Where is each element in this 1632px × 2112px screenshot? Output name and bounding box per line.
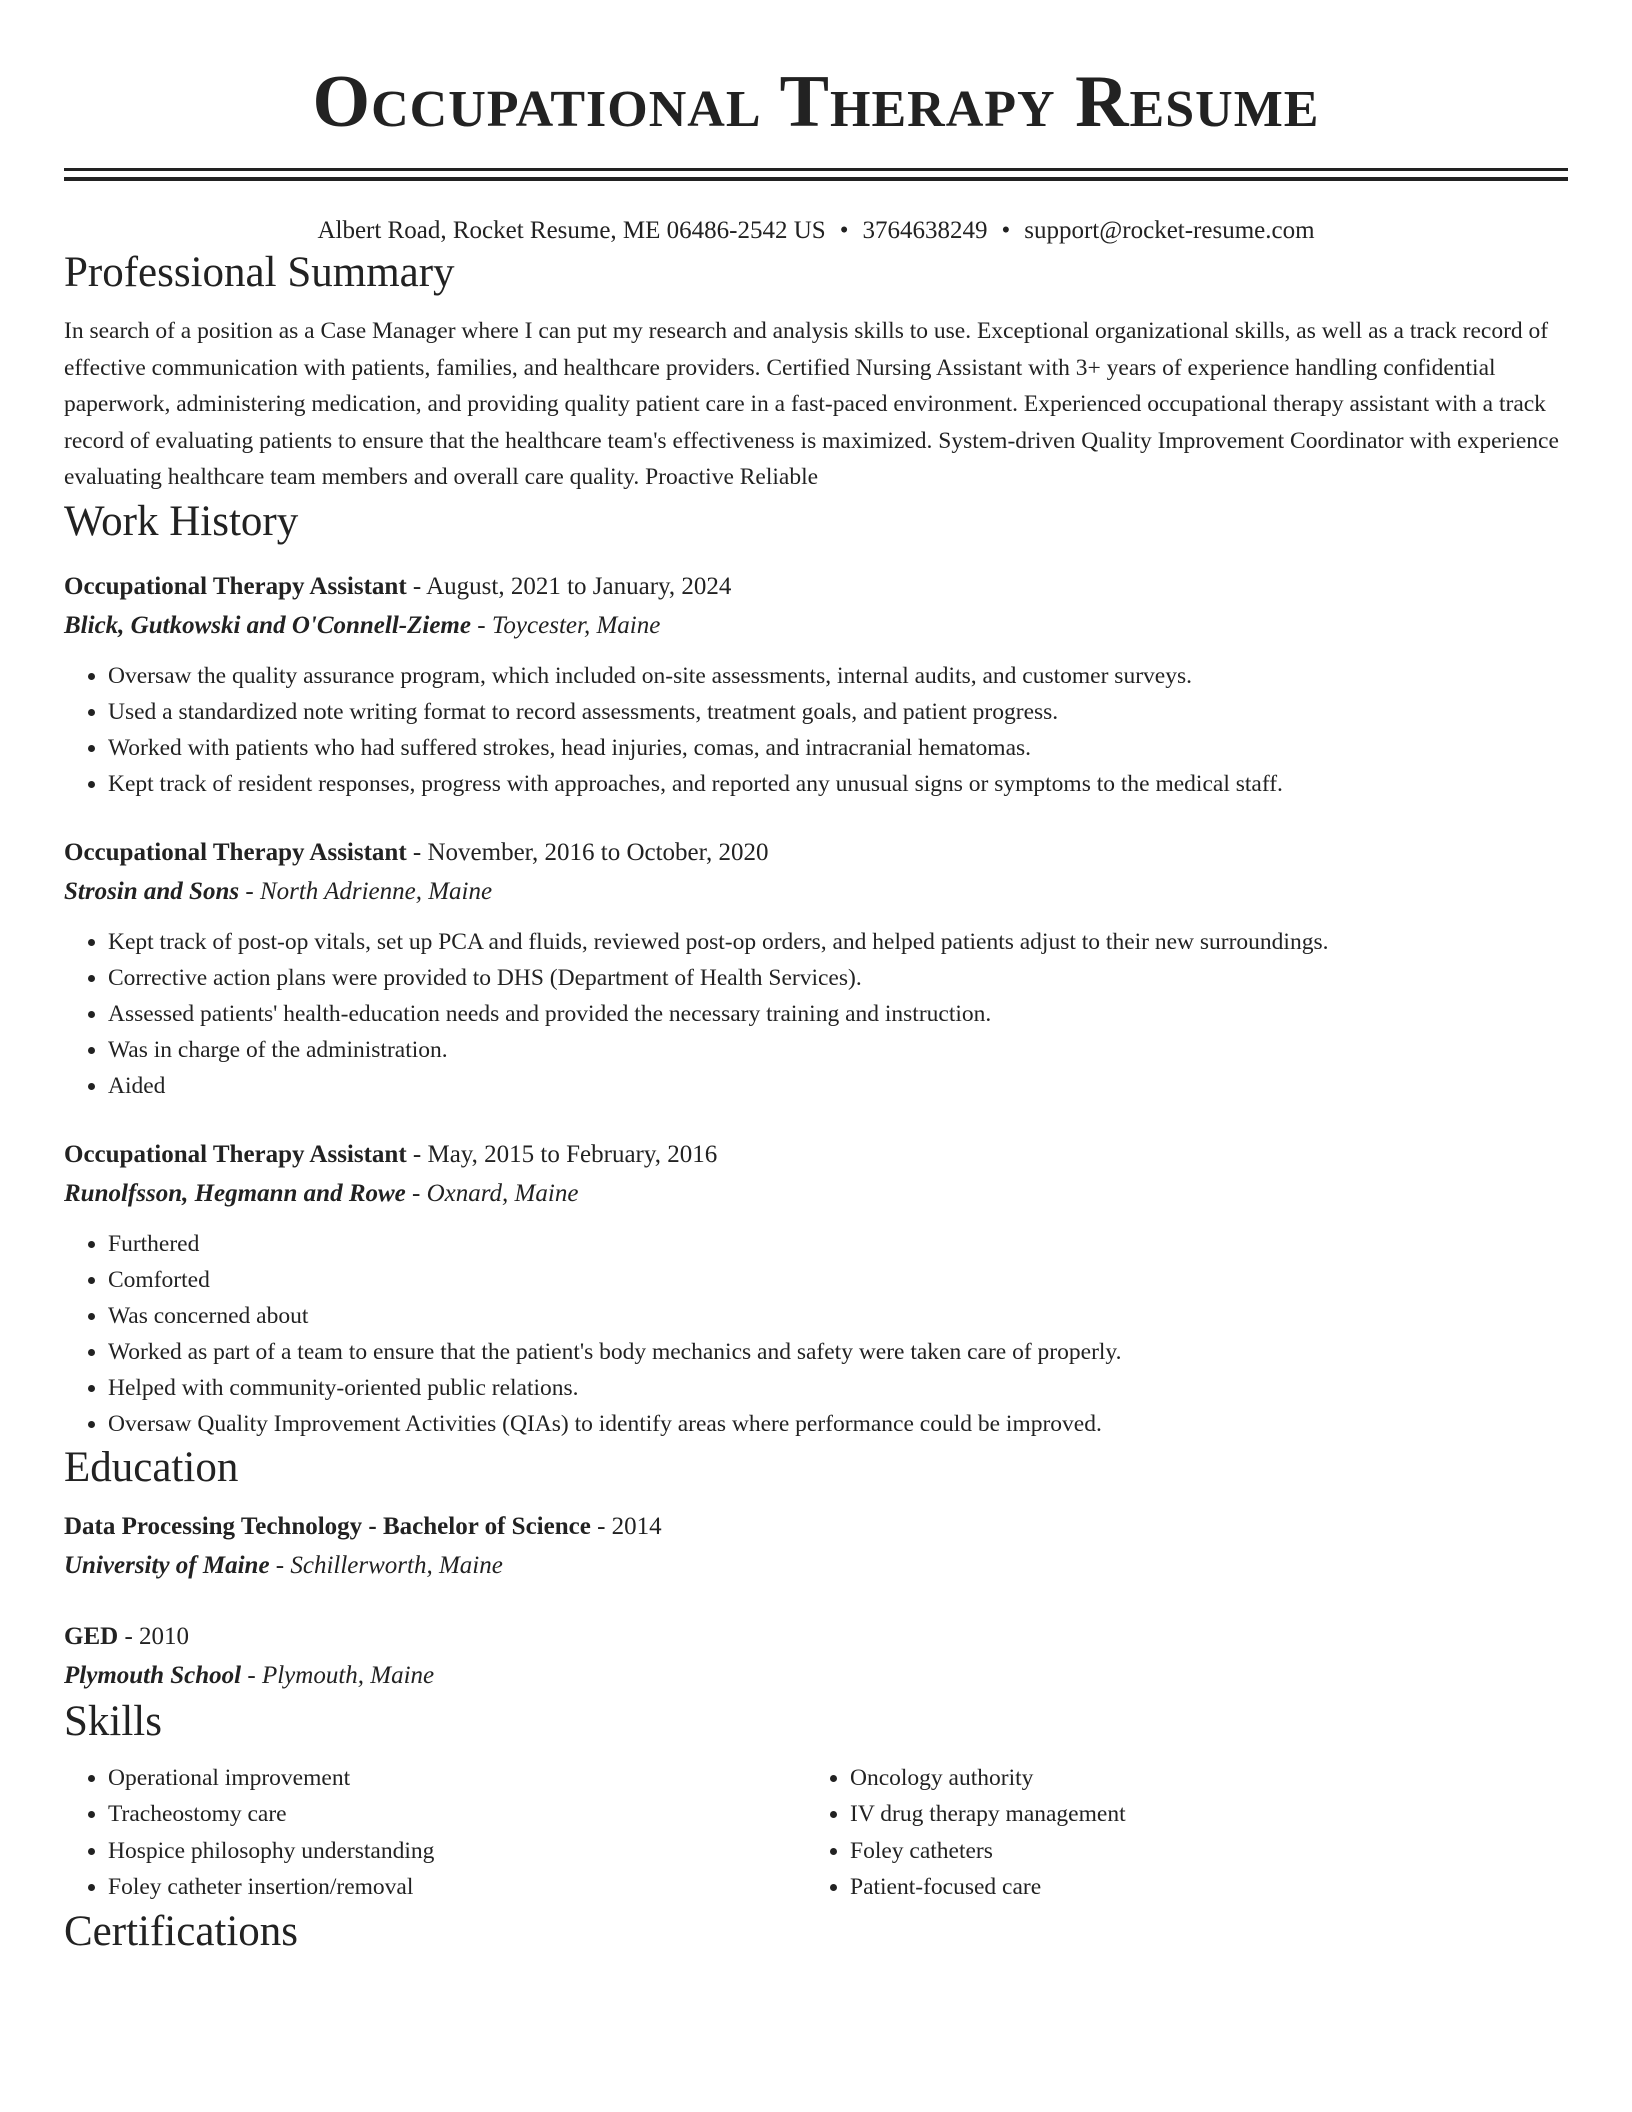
contact-line: [64, 215, 1568, 247]
job-bullet: • Worked with patients who had suffered strokes, head injuries, comas, and intracranial hematomas.: [108, 730, 1568, 766]
job-bullet: • Was in charge of the administration.: [108, 1032, 1568, 1068]
skills-columns: [64, 1760, 1568, 1906]
summary-heading: Professional Summary: [64, 249, 455, 296]
skills-list-right: [806, 1760, 1548, 1906]
company-line: Strosin and Sons - North Adrienne, Maine: [64, 877, 493, 905]
skill-item: • Oncology authority: [850, 1760, 1548, 1797]
school-name: University of Maine: [64, 1551, 270, 1579]
company-line: Runolfsson, Hegmann and Rowe - Oxnard, Maine: [64, 1179, 579, 1207]
job-bullet: • Used a standardized note writing format to record assessments, treatment goals, and patient progress.: [108, 694, 1568, 730]
company-name: Runolfsson, Hegmann and Rowe: [64, 1179, 406, 1207]
job-title-line: Occupational Therapy Assistant - May, 2015 to February, 2016: [64, 1140, 718, 1168]
skills-list-left: [64, 1760, 806, 1906]
contact-address: Albert Road, Rocket Resume, ME 06486-2542 US: [317, 217, 826, 244]
job-dates: November, 2016 to October, 2020: [427, 838, 769, 866]
education-entry: [64, 1508, 1568, 1586]
job-bullet: • Was concerned about: [108, 1298, 1568, 1334]
skill-item: • IV drug therapy management: [850, 1796, 1548, 1833]
company-name: Blick, Gutkowski and O'Connell-Zieme: [64, 611, 471, 639]
job-bullet: • Helped with community-oriented public relations.: [108, 1370, 1568, 1406]
job-bullet: • Worked as part of a team to ensure that the patient's body mechanics and safety were taken care of properly.: [108, 1334, 1568, 1370]
education-entry: [64, 1618, 1568, 1696]
resume-page: [64, 0, 1568, 1958]
skills-heading: Skills: [64, 1697, 162, 1745]
company-location: Toycester, Maine: [491, 611, 661, 639]
job-title: Occupational Therapy Assistant: [64, 1140, 407, 1168]
job-bullet: • Aided: [108, 1068, 1568, 1104]
job-entry: [64, 1136, 1568, 1442]
degree-line: GED - 2010: [64, 1622, 190, 1650]
skill-item: • Tracheostomy care: [108, 1796, 806, 1833]
job-entry: [64, 834, 1568, 1104]
skill-item: • Hospice philosophy understanding: [108, 1833, 806, 1870]
school-line: Plymouth School - Plymouth, Maine: [64, 1661, 435, 1689]
school-name: Plymouth School: [64, 1661, 242, 1689]
company-line: Blick, Gutkowski and O'Connell-Zieme - Toycester, Maine: [64, 611, 661, 639]
job-dates: August, 2021 to January, 2024: [426, 572, 732, 600]
skill-item: • Foley catheters: [850, 1833, 1548, 1870]
education-list: [64, 1508, 1568, 1696]
job-dates: May, 2015 to February, 2016: [427, 1140, 718, 1168]
job-bullet: • Assessed patients' health-education needs and provided the necessary training and instruction.: [108, 996, 1568, 1032]
resume-title: Occupational Therapy Resume: [312, 61, 1320, 143]
job-title: Occupational Therapy Assistant: [64, 838, 407, 866]
skill-item: • Patient-focused care: [850, 1869, 1548, 1906]
job-bullet: • Kept track of post-op vitals, set up PCA and fluids, reviewed post-op orders, and helped patients adjust to their new surroundings.: [108, 924, 1568, 960]
job-title-line: Occupational Therapy Assistant - November, 2016 to October, 2020: [64, 838, 769, 866]
job-title-line: Occupational Therapy Assistant - August, 2021 to January, 2024: [64, 572, 732, 600]
degree-name: GED: [64, 1622, 119, 1650]
degree-name: Data Processing Technology - Bachelor of Science: [64, 1512, 591, 1540]
certifications-heading: Certifications: [64, 1907, 299, 1955]
skill-item: • Foley catheter insertion/removal: [108, 1869, 806, 1906]
job-bullet: • Comforted: [108, 1262, 1568, 1298]
job-bullet: • Oversaw the quality assurance program, which included on-site assessments, internal audits, and customer surveys.: [108, 658, 1568, 694]
job-bullet: • Kept track of resident responses, progress with approaches, and reported any unusual signs or symptoms to the medical staff.: [108, 766, 1568, 802]
job-bullet-list: [64, 1226, 1568, 1442]
title-divider-thin: [64, 177, 1568, 181]
contact-email: support@rocket-resume.com: [1024, 217, 1315, 244]
skill-item: • Operational improvement: [108, 1760, 806, 1797]
contact-separator: •: [1001, 217, 1011, 244]
job-bullet: • Corrective action plans were provided to DHS (Department of Health Services).: [108, 960, 1568, 996]
contact-separator: •: [839, 217, 849, 244]
title-divider-thick: [64, 168, 1568, 171]
school-location: Plymouth, Maine: [261, 1661, 435, 1689]
company-name: Strosin and Sons: [64, 877, 240, 905]
job-bullet-list: [64, 924, 1568, 1104]
summary-text: In search of a position as a Case Manager where I can put my research and analysis skills to use. Exceptional organizational skills, as well as a track record of effective communication with patients, families, and healthcare providers. Certified Nursing Assistant with 3+ years of experience handling confidential paperwork, administering medication, and providing quality patient care in a fast-paced environment. Experienced occupational therapy assistant with a track record of evaluating patients to ensure that the healthcare team's effectiveness is maximized. System-driven Quality Improvement Coordinator with experience evaluating healthcare team members and overall care quality. Proactive Reliable: [64, 318, 1559, 490]
job-bullet-list: [64, 658, 1568, 802]
degree-year: 2010: [139, 1622, 190, 1650]
job-title: Occupational Therapy Assistant: [64, 572, 407, 600]
degree-year: 2014: [611, 1512, 662, 1540]
education-heading: Education: [64, 1443, 239, 1491]
company-location: Oxnard, Maine: [426, 1179, 579, 1207]
work-history-heading: Work History: [64, 497, 299, 545]
school-line: University of Maine - Schillerworth, Maine: [64, 1551, 503, 1579]
contact-phone: 3764638249: [862, 217, 988, 244]
job-bullet: • Furthered: [108, 1226, 1568, 1262]
job-entry: [64, 568, 1568, 802]
job-bullet: • Oversaw Quality Improvement Activities (QIAs) to identify areas where performance could be improved.: [108, 1406, 1568, 1442]
degree-line: Data Processing Technology - Bachelor of Science - 2014: [64, 1512, 662, 1540]
company-location: North Adrienne, Maine: [259, 877, 493, 905]
school-location: Schillerworth, Maine: [290, 1551, 503, 1579]
work-history-list: [64, 568, 1568, 1442]
